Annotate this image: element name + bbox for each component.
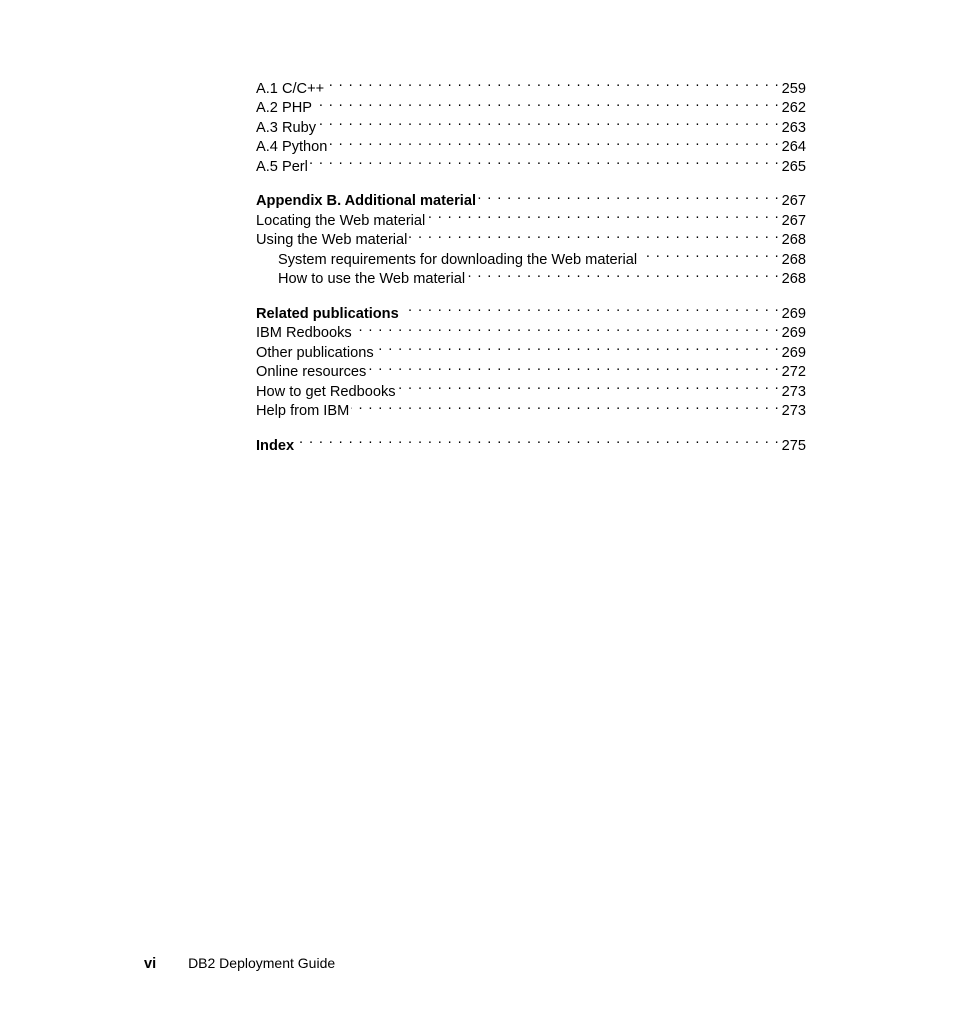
- toc-dot-leader: [329, 132, 779, 152]
- toc-group: [256, 73, 806, 175]
- toc-entry-page-number: 275: [781, 437, 806, 454]
- toc-dot-leader: [478, 186, 780, 206]
- toc-entry-page-number: 267: [781, 193, 806, 209]
- toc-dot-leader: [296, 430, 780, 450]
- toc-entry-title: A.1 C/C++: [256, 80, 325, 97]
- toc-entry[interactable]: [256, 298, 806, 322]
- toc-group: [256, 430, 806, 454]
- toc-entry-page-number: 273: [781, 403, 806, 419]
- toc-group: [256, 298, 806, 419]
- toc-entry-page-number: 265: [781, 158, 806, 175]
- toc-entry-title: Locating the Web material: [256, 212, 426, 229]
- toc-entry[interactable]: [256, 73, 806, 97]
- toc-entry-title: A.4 Python: [256, 139, 328, 155]
- toc-entry-page-number: 268: [781, 271, 806, 287]
- toc-entry-title: Help from IBM: [256, 403, 350, 419]
- toc-entry[interactable]: [256, 93, 806, 116]
- toc-entry-page-number: 268: [781, 232, 806, 248]
- toc-entry[interactable]: [256, 186, 806, 209]
- book-title: DB2 Deployment Guide: [188, 955, 336, 971]
- toc-dot-leader: [639, 244, 780, 264]
- toc-entry[interactable]: [256, 151, 806, 175]
- toc-dot-leader: [310, 151, 780, 171]
- toc-dot-leader: [409, 225, 779, 245]
- toc-dot-leader: [368, 357, 779, 377]
- toc-entry-title: Using the Web material: [256, 232, 408, 248]
- toc-entry-title: System requirements for downloading the Web material: [278, 251, 638, 268]
- toc-entry-page-number: 264: [781, 139, 806, 155]
- toc-entry-title: Appendix B. Additional material: [256, 193, 477, 209]
- toc-entry-page-number: 272: [781, 364, 806, 380]
- toc-dot-leader: [314, 93, 780, 113]
- toc-entry[interactable]: [256, 112, 806, 136]
- toc-entry-title: Online resources: [256, 364, 367, 380]
- toc-entry-page-number: 269: [781, 305, 806, 322]
- toc-entry-title: Index: [256, 437, 295, 454]
- toc-entry-page-number: 269: [781, 325, 806, 341]
- toc-entry-title: Related publications: [256, 305, 399, 322]
- toc-dot-leader: [318, 112, 780, 132]
- toc-dot-leader: [398, 376, 780, 396]
- toc-entry-title: A.3 Ruby: [256, 119, 317, 136]
- toc-entry-page-number: 269: [781, 344, 806, 361]
- toc-entry-page-number: 263: [781, 119, 806, 136]
- toc-entry-page-number: 267: [781, 212, 806, 229]
- toc-dot-leader: [326, 73, 780, 93]
- toc-dot-leader: [427, 205, 779, 225]
- toc-dot-leader: [354, 318, 780, 338]
- toc-entry-page-number: 262: [781, 100, 806, 116]
- toc-group: [256, 186, 806, 287]
- table-of-contents: [256, 73, 806, 454]
- toc-dot-leader: [351, 396, 779, 416]
- toc-entry-title: Other publications: [256, 344, 374, 361]
- toc-entry-title: How to get Redbooks: [256, 383, 396, 400]
- page-footer: [144, 953, 335, 974]
- toc-entry[interactable]: [256, 132, 806, 155]
- toc-entry-title: IBM Redbooks: [256, 325, 352, 341]
- page-number: vi: [144, 956, 157, 972]
- toc-entry-title: A.2 PHP: [256, 100, 312, 116]
- toc-entry-page-number: 259: [781, 80, 806, 97]
- toc-entry-title: A.5 Perl: [256, 158, 308, 175]
- toc-dot-leader: [376, 337, 780, 357]
- toc-entry-page-number: 268: [781, 251, 806, 268]
- toc-entry-title: How to use the Web material: [278, 271, 466, 287]
- toc-entry-page-number: 273: [781, 383, 806, 400]
- toc-dot-leader: [467, 264, 780, 284]
- toc-entry[interactable]: [256, 430, 806, 454]
- toc-dot-leader: [401, 298, 780, 318]
